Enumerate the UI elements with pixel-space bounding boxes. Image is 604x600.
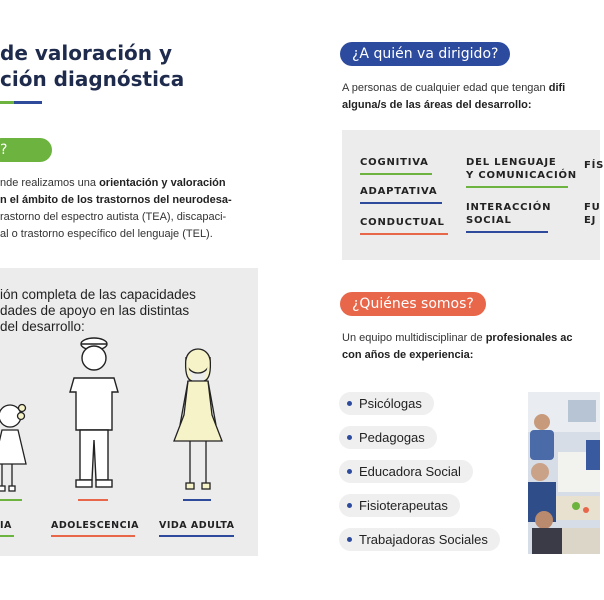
team-item	[339, 460, 473, 483]
intro-line-1b: orientación y valoración	[99, 177, 226, 189]
bullet-icon	[347, 503, 352, 508]
bullet-icon	[347, 401, 352, 406]
team-item	[339, 392, 434, 415]
area-funciones-label-1: FU	[584, 202, 601, 213]
intro-paragraph	[0, 175, 232, 243]
stages-desc-line-2: dades de apoyo en las distintas	[0, 303, 190, 318]
intro-line-4: al o trastorno específico del lenguaje (TEL).	[0, 228, 213, 240]
area-conductual-label: CONDUCTUAL	[360, 217, 445, 228]
area-conductual-underline	[360, 233, 448, 235]
child-figure-illustration	[0, 398, 34, 498]
team-item-label: Fisioterapeutas	[359, 498, 448, 513]
team-item-label: Pedagogas	[359, 430, 425, 445]
question-pill	[0, 138, 52, 162]
area-cognitiva-label: COGNITIVA	[360, 157, 429, 168]
stage-label-underline-childhood	[0, 535, 14, 537]
stage-label-childhood: IA	[0, 520, 12, 531]
area-cognitiva	[360, 156, 432, 175]
area-cognitiva-underline	[360, 173, 432, 175]
area-interaccion-label-2: SOCIAL	[466, 215, 512, 226]
area-adaptativa-label: ADAPTATIVA	[360, 186, 438, 197]
stage-underline-childhood	[0, 499, 22, 501]
title-line-1: de valoración y	[0, 41, 173, 65]
target-line-1b: difi	[548, 82, 566, 94]
section-title	[0, 40, 184, 92]
area-lenguaje-label-1: DEL LENGUAJE	[466, 157, 557, 168]
about-us-pill: ¿Quiénes somos?	[340, 292, 486, 316]
area-fisica-label: FÍS	[584, 160, 604, 171]
team-item-label: Educadora Social	[359, 464, 461, 479]
bullet-icon	[347, 469, 352, 474]
team-item	[339, 426, 437, 449]
stage-label-adulthood: VIDA ADULTA	[159, 520, 235, 531]
question-pill-label: ?	[0, 142, 8, 158]
team-item-label: Psicólogas	[359, 396, 422, 411]
team-item-label: Trabajadoras Sociales	[359, 532, 488, 547]
stage-label-underline-adulthood	[159, 535, 234, 537]
area-interaccion-underline	[466, 231, 548, 233]
bullet-icon	[347, 435, 352, 440]
stages-desc-line-3: del desarrollo:	[0, 319, 85, 334]
bullet-icon	[347, 537, 352, 542]
title-accent-blue	[14, 101, 42, 104]
area-fisica	[584, 159, 604, 172]
area-adaptativa	[360, 185, 442, 204]
intro-line-3: rastorno del espectro autista (TEA), discapaci-	[0, 211, 227, 223]
adult-figure-illustration	[170, 345, 226, 495]
area-lenguaje	[466, 156, 577, 188]
stages-desc-line-1: ión completa de las capacidades	[0, 287, 196, 302]
area-interaccion	[466, 201, 551, 233]
target-line-2: alguna/s de las áreas del desarrollo:	[342, 99, 532, 111]
title-line-2: ción diagnóstica	[0, 67, 185, 91]
team-item	[339, 494, 460, 517]
target-audience-pill: ¿A quién va dirigido?	[340, 42, 510, 66]
stages-description	[0, 287, 196, 335]
stage-underline-adolescence	[78, 499, 108, 501]
area-interaccion-label-1: INTERACCIÓN	[466, 202, 552, 213]
adolescent-figure-illustration	[66, 330, 122, 498]
target-line-1a: A personas de cualquier edad que tengan	[342, 82, 549, 94]
target-paragraph	[342, 80, 565, 114]
stage-label-adolescence: ADOLESCENCIA	[51, 520, 139, 531]
intro-line-1a: nde realizamos una	[0, 177, 100, 189]
area-adaptativa-underline	[360, 202, 442, 204]
team-line-2: con años de experiencia:	[342, 349, 474, 361]
stage-underline-adulthood	[183, 499, 211, 501]
team-paragraph	[342, 330, 573, 364]
area-funciones	[584, 201, 601, 227]
team-line-1b: profesionales ac	[485, 332, 573, 344]
stage-label-underline-adolescence	[51, 535, 135, 537]
area-lenguaje-underline	[466, 186, 568, 188]
area-lenguaje-label-2: Y COMUNICACIÓN	[466, 170, 577, 181]
team-item	[339, 528, 500, 551]
team-line-1a: Un equipo multidisciplinar de	[342, 332, 486, 344]
intro-line-2: n el ámbito de los trastornos del neurodesa-	[0, 194, 232, 206]
area-conductual	[360, 216, 448, 235]
area-funciones-label-2: EJ	[584, 215, 597, 226]
team-photo	[528, 392, 600, 554]
